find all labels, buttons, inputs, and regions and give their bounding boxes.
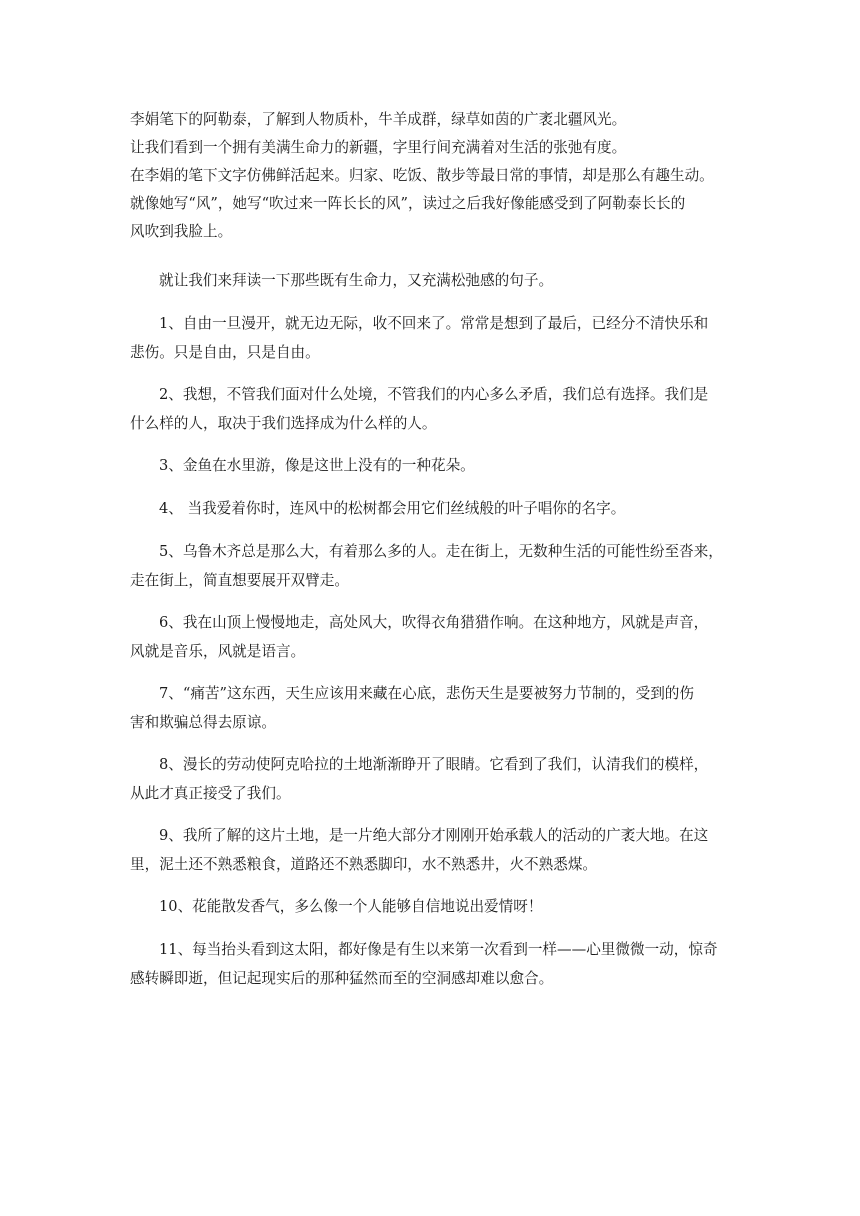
quote-item — [130, 451, 736, 481]
quote-list — [130, 309, 736, 993]
intro-line: 在李娟的笔下文字仿佛鲜活起来。归家、吃饭、散步等最日常的事情，却是那么有趣生动。 — [130, 167, 714, 184]
quote-line: 悲伤。只是自由，只是自由。 — [130, 344, 320, 361]
quote-line: 5、乌鲁木齐总是那么大，有着那么多的人。走在街上，无数种生活的可能性纷至沓来， — [159, 543, 723, 560]
quote-line: 7、“痛苦”这东西，天生应该用来藏在心底，悲伤天生是要被努力节制的，受到的伤 — [159, 685, 694, 702]
quote-line: 3、金鱼在水里游，像是这世上没有的一种花朵。 — [159, 457, 475, 474]
quote-line: 感转瞬即逝，但记起现实后的那种猛然而至的空洞感却难以愈合。 — [130, 970, 554, 987]
quote-item — [130, 494, 736, 524]
quote-item — [130, 537, 736, 595]
quote-item — [130, 935, 736, 993]
quote-line: 9、我所了解的这片土地，是一片绝大部分才刚刚开始承载人的活动的广袤大地。在这 — [159, 827, 709, 844]
intro-line: 让我们看到一个拥有美满生命力的新疆，字里行间充满着对生活的张弛有度。 — [130, 139, 627, 156]
quote-line: 6、我在山顶上慢慢地走，高处风大，吹得衣角猎猎作响。在这种地方，风就是声音， — [159, 614, 709, 631]
quote-line: 1、自由一旦漫开，就无边无际，收不回来了。常常是想到了最后，已经分不清快乐和 — [159, 315, 709, 332]
quote-line: 8、漫长的劳动使阿克哈拉的土地渐渐睁开了眼睛。它看到了我们，认清我们的模样， — [159, 756, 709, 773]
quote-line: 10、花能散发香气，多么像一个人能够自信地说出爱情呀！ — [159, 898, 543, 915]
lead-paragraph: 就让我们来拜读一下那些既有生命力，又充满松弛感的句子。 — [159, 272, 554, 289]
quote-line: 从此才真正接受了我们。 — [130, 785, 291, 802]
quote-line: 4、 当我爱着你时，连风中的松树都会用它们丝绒般的叶子唱你的名字。 — [159, 500, 626, 517]
quote-item — [130, 380, 736, 438]
document-page — [130, 106, 736, 993]
quote-line: 害和欺骗总得去原谅。 — [130, 714, 276, 731]
quote-line: 风就是音乐，风就是语言。 — [130, 643, 306, 660]
intro-line: 风吹到我脸上。 — [130, 223, 233, 240]
quote-item — [130, 309, 736, 367]
intro-line: 李娟笔下的阿勒泰，了解到人物质朴，牛羊成群，绿草如茵的广袤北疆风光。 — [130, 111, 627, 128]
quote-line: 里，泥土还不熟悉粮食，道路还不熟悉脚印，水不熟悉井，火不熟悉煤。 — [130, 856, 598, 873]
quote-item — [130, 821, 736, 879]
quote-line: 走在街上，简直想要展开双臂走。 — [130, 572, 349, 589]
quote-item — [130, 679, 736, 737]
quote-line: 什么样的人，取决于我们选择成为什么样的人。 — [130, 415, 437, 432]
quote-item — [130, 750, 736, 808]
quote-item — [130, 892, 736, 922]
quote-item — [130, 608, 736, 666]
quote-line: 2、我想，不管我们面对什么处境，不管我们的内心多么矛盾，我们总有选择。我们是 — [159, 386, 709, 403]
quote-line: 11、每当抬头看到这太阳，都好像是有生以来第一次看到一样——心里微微一动，惊奇 — [159, 941, 718, 958]
intro-line: 就像她写“风”，她写“吹过来一阵长长的风”，读过之后我好像能感受到了阿勒泰长长的 — [130, 195, 686, 212]
